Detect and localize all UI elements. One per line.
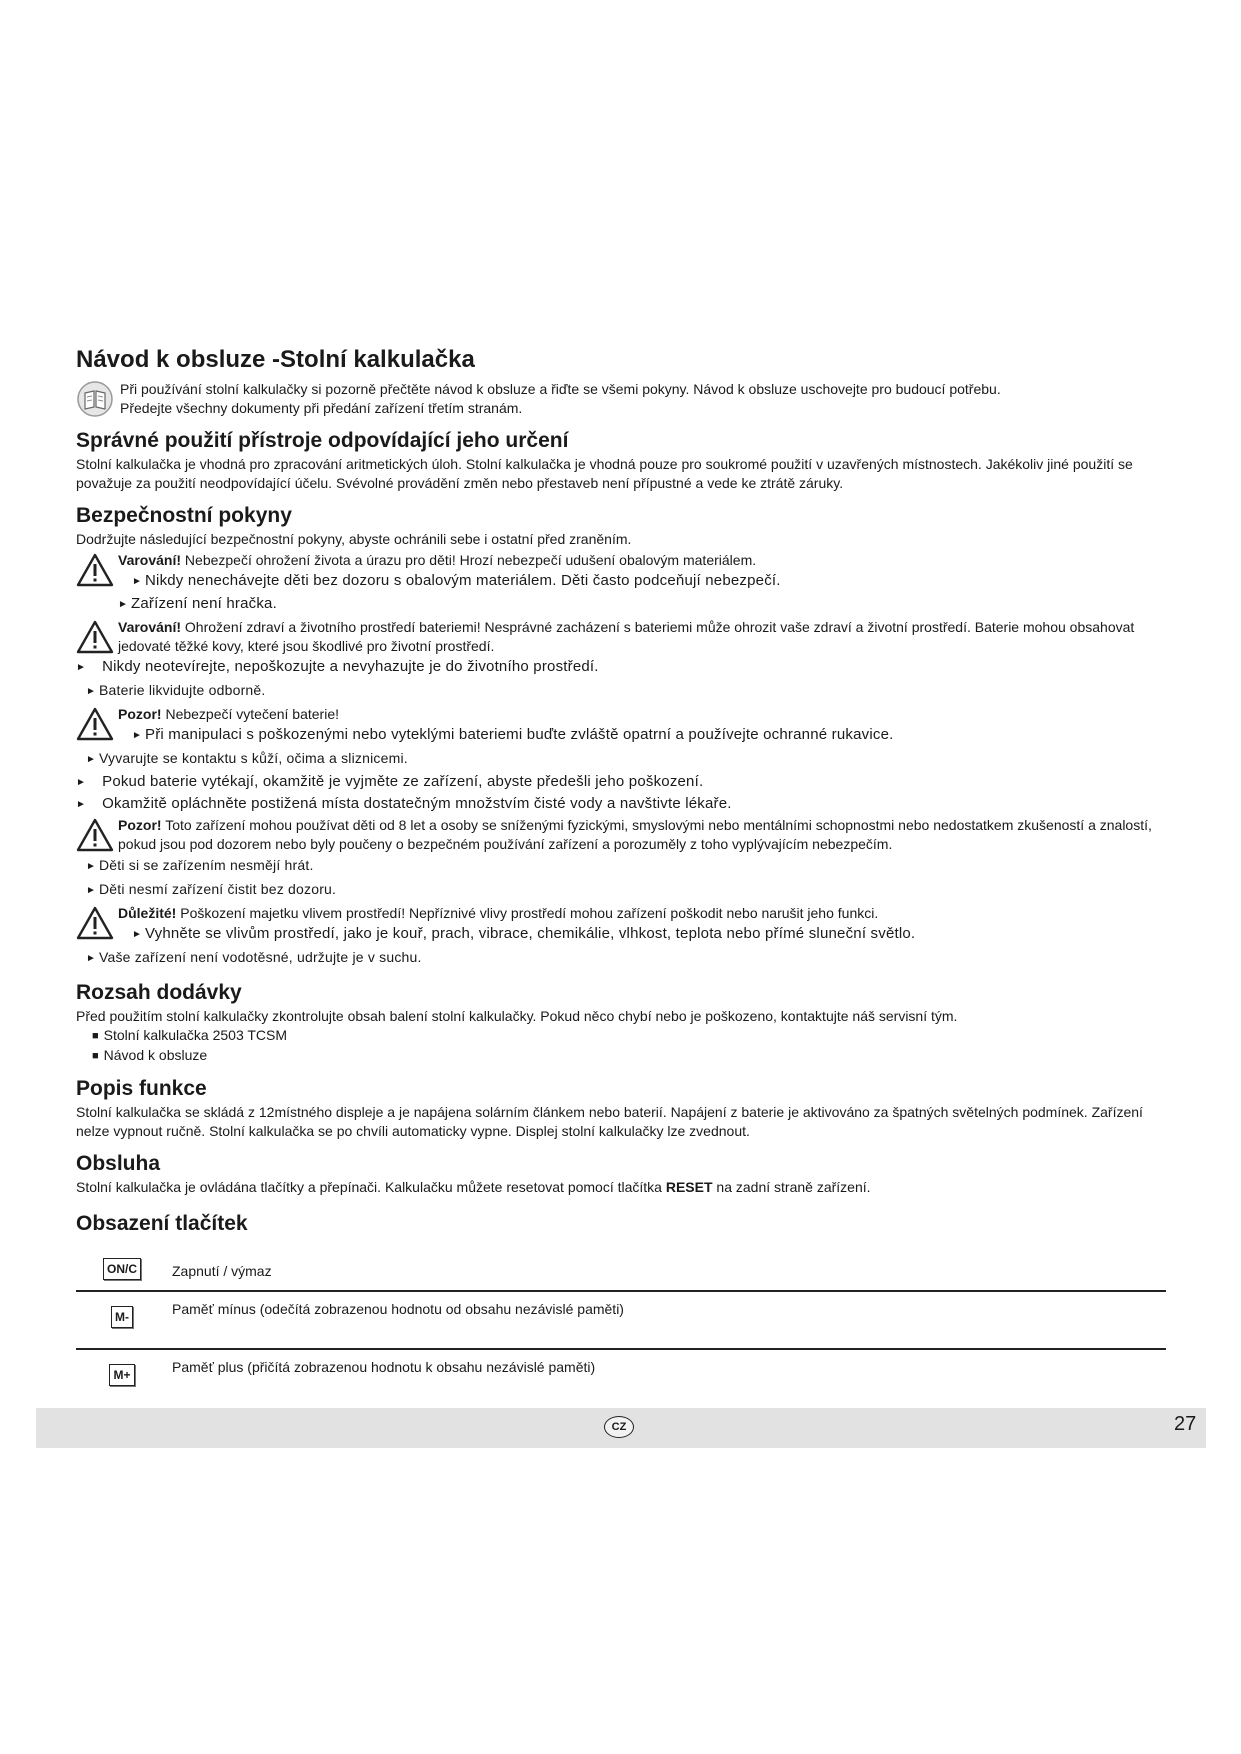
arrow-bullet-icon: ► bbox=[86, 885, 97, 896]
manual-book-icon bbox=[76, 380, 114, 418]
page-number: 27 bbox=[1174, 1413, 1197, 1435]
key-on-c: ON/C bbox=[103, 1258, 141, 1280]
warning-triangle-icon bbox=[76, 620, 114, 654]
warning-label-2: Varování! bbox=[118, 619, 182, 635]
country-badge: CZ bbox=[604, 1416, 634, 1438]
section-heading-operation: Obsluha bbox=[76, 1152, 161, 1175]
document-body bbox=[76, 346, 1176, 1446]
warning-label-3: Pozor! bbox=[118, 706, 162, 722]
table-row bbox=[76, 1292, 1166, 1350]
key-description: Zapnutí / výmaz bbox=[172, 1263, 272, 1279]
table-row bbox=[76, 1350, 1166, 1410]
bullet-7: ► Pokud baterie vytékají, okamžitě je vyjměte ze zařízení, abyste předešli jeho poškození. bbox=[76, 771, 1176, 794]
arrow-bullet-icon: ► bbox=[132, 576, 143, 587]
warning-triangle-icon bbox=[76, 553, 114, 587]
bullet-4: ► Baterie likvidujte odborně. bbox=[76, 679, 1176, 703]
bullet-10: ► Děti nesmí zařízení čistit bez dozoru. bbox=[76, 878, 1176, 902]
key-description: Paměť mínus (odečítá zobrazenou hodnotu od obsahu nezávislé paměti) bbox=[172, 1301, 624, 1317]
warning-block-2 bbox=[76, 618, 1176, 656]
bullet-12: ► Vaše zařízení není vodotěsné, udržujte je v suchu. bbox=[76, 946, 1176, 970]
section-heading-function: Popis funkce bbox=[76, 1077, 207, 1100]
arrow-bullet-icon: ► bbox=[86, 861, 97, 872]
warning-text-1: Nebezpečí ohrožení života a úrazu pro děti! Hrozí nebezpečí udušení obalovým materiálem. bbox=[181, 552, 757, 568]
warning-label-5: Důležité! bbox=[118, 905, 177, 921]
arrow-bullet-icon: ► bbox=[86, 754, 97, 765]
warning-text-3: Nebezpečí vytečení baterie! bbox=[161, 706, 339, 722]
warning-block-3 bbox=[76, 705, 1176, 747]
arrow-bullet-icon: ► bbox=[76, 662, 87, 673]
warning-label-1: Varování! bbox=[118, 552, 182, 568]
warning-triangle-icon bbox=[76, 906, 114, 940]
safety-intro: Dodržujte následující bezpečnostní pokyny, abyste ochránili sebe i ostatní před zraněním. bbox=[76, 531, 632, 547]
reset-keyword: RESET bbox=[665, 1179, 713, 1195]
warning-text-2: Ohrožení zdraví a životního prostředí bateriemi! Nesprávné zacházení s bateriemi může ohrozit vaše zdraví a životní prostředí. Baterie mohou obsahovat jedovaté těžké kovy, které jsou škodlivé pro životní prostředí. bbox=[118, 619, 1135, 654]
function-text: Stolní kalkulačka se skládá z 12místného displeje a je napájena solárním článkem nebo baterií. Napájení z baterie je aktivováno za špatných světelných podmínek. Zařízení nelze vypnout ručně. Stolní kalkulačka se po chvíli automaticky vypne. Displej stolní kalkulačky lze zvednout. bbox=[76, 1104, 1143, 1139]
bullet-6: ► Vyvarujte se kontaktu s kůží, očima a sliznicemi. bbox=[76, 747, 1176, 771]
intro-line-2: Předejte všechny dokumenty při předání zařízení třetím stranám. bbox=[120, 400, 523, 416]
scope-item-1: ■ Stolní kalkulačka 2503 TCSM bbox=[92, 1027, 288, 1043]
page-title: Návod k obsluze -Stolní kalkulačka bbox=[76, 346, 475, 373]
bullet-2: ► Zařízení není hračka. bbox=[76, 593, 1176, 616]
bullet-3: ► Nikdy neotevírejte, nepoškozujte a nevyhazujte je do životního prostředí. bbox=[76, 656, 1176, 679]
bullet-5: ► Při manipulaci s poškozenými nebo vyteklými bateriemi buďte zvláště opatrní a používejte ochranné rukavice. bbox=[118, 724, 893, 747]
warning-triangle-icon bbox=[76, 818, 114, 852]
arrow-bullet-icon: ► bbox=[76, 799, 87, 810]
section-heading-safety: Bezpečnostní pokyny bbox=[76, 504, 292, 527]
intro-line-1: Při používání stolní kalkulačky si pozorně přečtěte návod k obsluze a řiďte se všemi pokyny. Návod k obsluze uschovejte pro budoucí potřebu. bbox=[120, 381, 1001, 397]
bullet-11: ► Vyhněte se vlivům prostředí, jako je kouř, prach, vibrace, chemikálie, vlhkost, teplota nebo přímé sluneční světlo. bbox=[118, 923, 915, 946]
warning-label-4: Pozor! bbox=[118, 817, 162, 833]
bullet-1: ► Nikdy nenechávejte děti bez dozoru s obalovým materiálem. Děti často podceňují nebezpečí. bbox=[118, 570, 781, 593]
arrow-bullet-icon: ► bbox=[132, 730, 143, 741]
bullet-9: ► Děti si se zařízením nesmějí hrát. bbox=[76, 854, 1176, 878]
use-text: Stolní kalkulačka je vhodná pro zpracování aritmetických úloh. Stolní kalkulačka je vhodná pouze pro soukromé použití v uzavřených místnostech. Jakékoliv jiné použití se považuje za použití neodpovídající účelu. Svévolné provádění změn nebo přestaveb není přípustné a vede ke ztrátě záruky. bbox=[76, 456, 1133, 491]
section-heading-scope: Rozsah dodávky bbox=[76, 981, 242, 1004]
intro-block bbox=[76, 380, 1176, 418]
key-description: Paměť plus (přičítá zobrazenou hodnotu k obsahu nezávislé paměti) bbox=[172, 1359, 596, 1375]
warning-text-5: Poškození majetku vlivem prostředí! Nepříznivé vlivy prostředí mohou zařízení poškodit nebo narušit jeho funkci. bbox=[176, 905, 879, 921]
scope-text: Před použitím stolní kalkulačky zkontrolujte obsah balení stolní kalkulačky. Pokud něco chybí nebo je poškozeno, kontaktujte náš servisní tým. bbox=[76, 1008, 958, 1024]
scope-item-2: ■ Návod k obsluze bbox=[92, 1047, 208, 1063]
arrow-bullet-icon: ► bbox=[86, 953, 97, 964]
warning-triangle-icon bbox=[76, 707, 114, 741]
arrow-bullet-icon: ► bbox=[132, 929, 143, 940]
warning-block-1 bbox=[76, 551, 1176, 593]
square-bullet-icon: ■ bbox=[92, 1030, 99, 1042]
table-row bbox=[76, 1250, 1166, 1292]
key-m-plus: M+ bbox=[109, 1364, 134, 1386]
warning-text-4: Toto zařízení mohou používat děti od 8 let a osoby se sníženými fyzickými, smyslovými nebo mentálními schopnostmi nebo nedostatkem zkušeností a znalostí, pokud jsou pod dozorem nebo byly poučeny o bezpečném používání zařízení a porozuměly z toho vyplývajícím nebezpečím. bbox=[118, 817, 1152, 852]
section-heading-use: Správné použití přístroje odpovídající jeho určení bbox=[76, 429, 569, 452]
key-m-minus: M- bbox=[111, 1306, 133, 1328]
bullet-8: ► Okamžitě opláchněte postižená místa dostatečným množstvím čisté vody a navštivte lékaře. bbox=[76, 795, 732, 812]
arrow-bullet-icon: ► bbox=[86, 686, 97, 697]
warning-block-4 bbox=[76, 816, 1176, 854]
square-bullet-icon: ■ bbox=[92, 1050, 99, 1062]
operation-text: Stolní kalkulačka je ovládána tlačítky a přepínači. Kalkulačku můžete resetovat pomocí tlačítka RESET na zadní straně zařízení. bbox=[76, 1179, 871, 1195]
arrow-bullet-icon: ► bbox=[76, 777, 87, 788]
section-heading-buttons: Obsazení tlačítek bbox=[76, 1212, 248, 1235]
arrow-bullet-icon: ► bbox=[118, 599, 129, 610]
warning-block-5 bbox=[76, 904, 1176, 946]
